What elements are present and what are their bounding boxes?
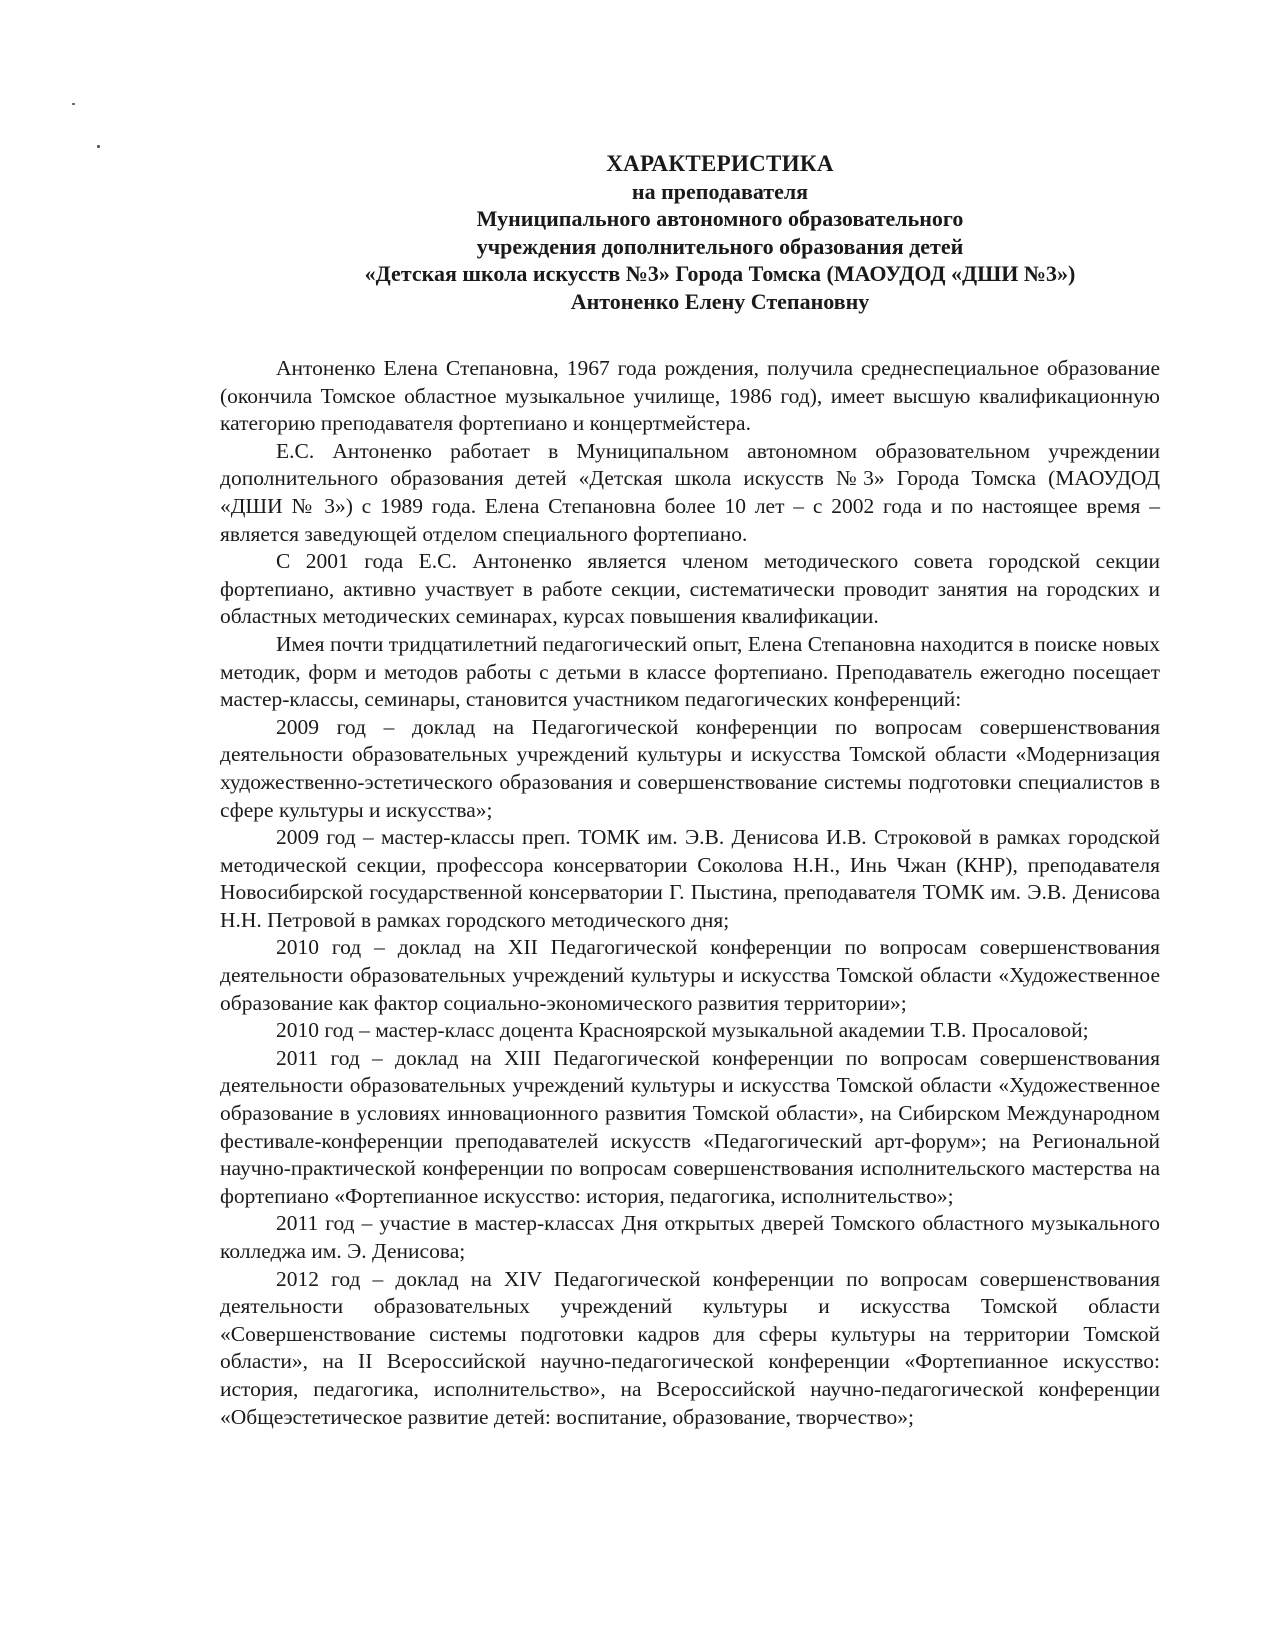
paragraph: 2012 год – доклад на XIV Педагогической конференции по вопросам совершенствования деятельности образовательных учреждений культуры и искусства Томской области «Совершенствование системы подготовки кадров для сферы культуры на территории Томской области», на II Всероссийской научно-педагогической конференции «Фортепианное искусство: история, педагогика, исполнительство», на Всероссийской научно-педагогической конференции «Общеэстетическое развитие детей: воспитание, образование, творчество»; xyxy=(220,1266,1160,1429)
document-body xyxy=(220,355,1160,1431)
paragraph: 2009 год – доклад на Педагогической конференции по вопросам совершенствования деятельности образовательных учреждений культуры и искусства Томской области «Модернизация художественно-эстетического образования и совершенствование системы подготовки специалистов в сфере культуры и искусства»; xyxy=(220,714,1160,822)
paragraph: 2009 год – мастер-классы преп. ТОМК им. Э.В. Денисова И.В. Строковой в рамках городской методической секции, профессора консерватории Соколова Н.Н., Инь Чжан (КНР), преподавателя Новосибирской государственной консерватории Г. Пыстина, преподавателя ТОМК им. Э.В. Денисова Н.Н. Петровой в рамках городского методического дня; xyxy=(220,825,1160,932)
scan-speck xyxy=(97,145,100,148)
header-line: «Детская школа искусств №3» Города Томска (МАОУДОД «ДШИ №3») xyxy=(364,261,1076,286)
paragraph: 2011 год – доклад на XIII Педагогической конференции по вопросам совершенствования деятельности образовательных учреждений культуры и искусства Томской области «Художественное образование в условиях инновационного развития Томской области», на Сибирском Международном фестивале-конференции преподавателей искусств «Педагогический арт-форум»; на Региональной научно-практической конференции по вопросам совершенствования исполнительского мастерства на фортепиано «Фортепианное искусство: история, педагогика, исполнительство»; xyxy=(220,1045,1160,1208)
paragraph: Имея почти тридцатилетний педагогический опыт, Елена Степановна находится в поиске новых методик, форм и методов работы с детьми в классе фортепиано. Преподаватель ежегодно посещает мастер-классы, семинары, становится участником педагогических конференций: xyxy=(220,631,1160,712)
paragraph: 2010 год – мастер-класс доцента Красноярской музыкальной академии Т.В. Просаловой; xyxy=(276,1018,1089,1043)
scan-speck xyxy=(72,103,75,105)
paragraph: Е.С. Антоненко работает в Муниципальном автономном образовательном учреждении дополнительного образования детей «Детская школа искусств №3» Города Томска (МАОУДОД «ДШИ № 3») с 1989 года. Елена Степановна более 10 лет – с 2002 года и по настоящее время – является заведующей отделом специального фортепиано. xyxy=(220,438,1160,546)
document-title: ХАРАКТЕРИСТИКА xyxy=(606,151,834,176)
paragraph: 2011 год – участие в мастер-классах Дня открытых дверей Томского областного музыкального колледжа им. Э. Денисова; xyxy=(220,1211,1160,1263)
document-header xyxy=(290,150,1150,315)
header-line: на преподавателя xyxy=(631,178,809,204)
header-person-name: Антоненко Елену Степановну xyxy=(570,288,870,314)
header-line: учреждения дополнительного образования детей xyxy=(476,233,964,259)
paragraph: С 2001 года Е.С. Антоненко является членом методического совета городской секции фортепиано, активно участвует в работе секции, систематически проводит занятия на городских и областных методических семинарах, курсах повышения квалификации. xyxy=(220,549,1160,629)
header-line: Муниципального автономного образовательного xyxy=(476,206,964,231)
paragraph: Антоненко Елена Степановна, 1967 года рождения, получила среднеспециальное образование (окончила Томское областное музыкальное училище, 1986 год), имеет высшую квалификационную категорию преподавателя фортепиано и концертмейстера. xyxy=(220,356,1160,436)
paragraph: 2010 год – доклад на XII Педагогической конференции по вопросам совершенствования деятельности образовательных учреждений культуры и искусства Томской области «Художественное образование как фактор социально-экономического развития территории»; xyxy=(220,935,1160,1015)
